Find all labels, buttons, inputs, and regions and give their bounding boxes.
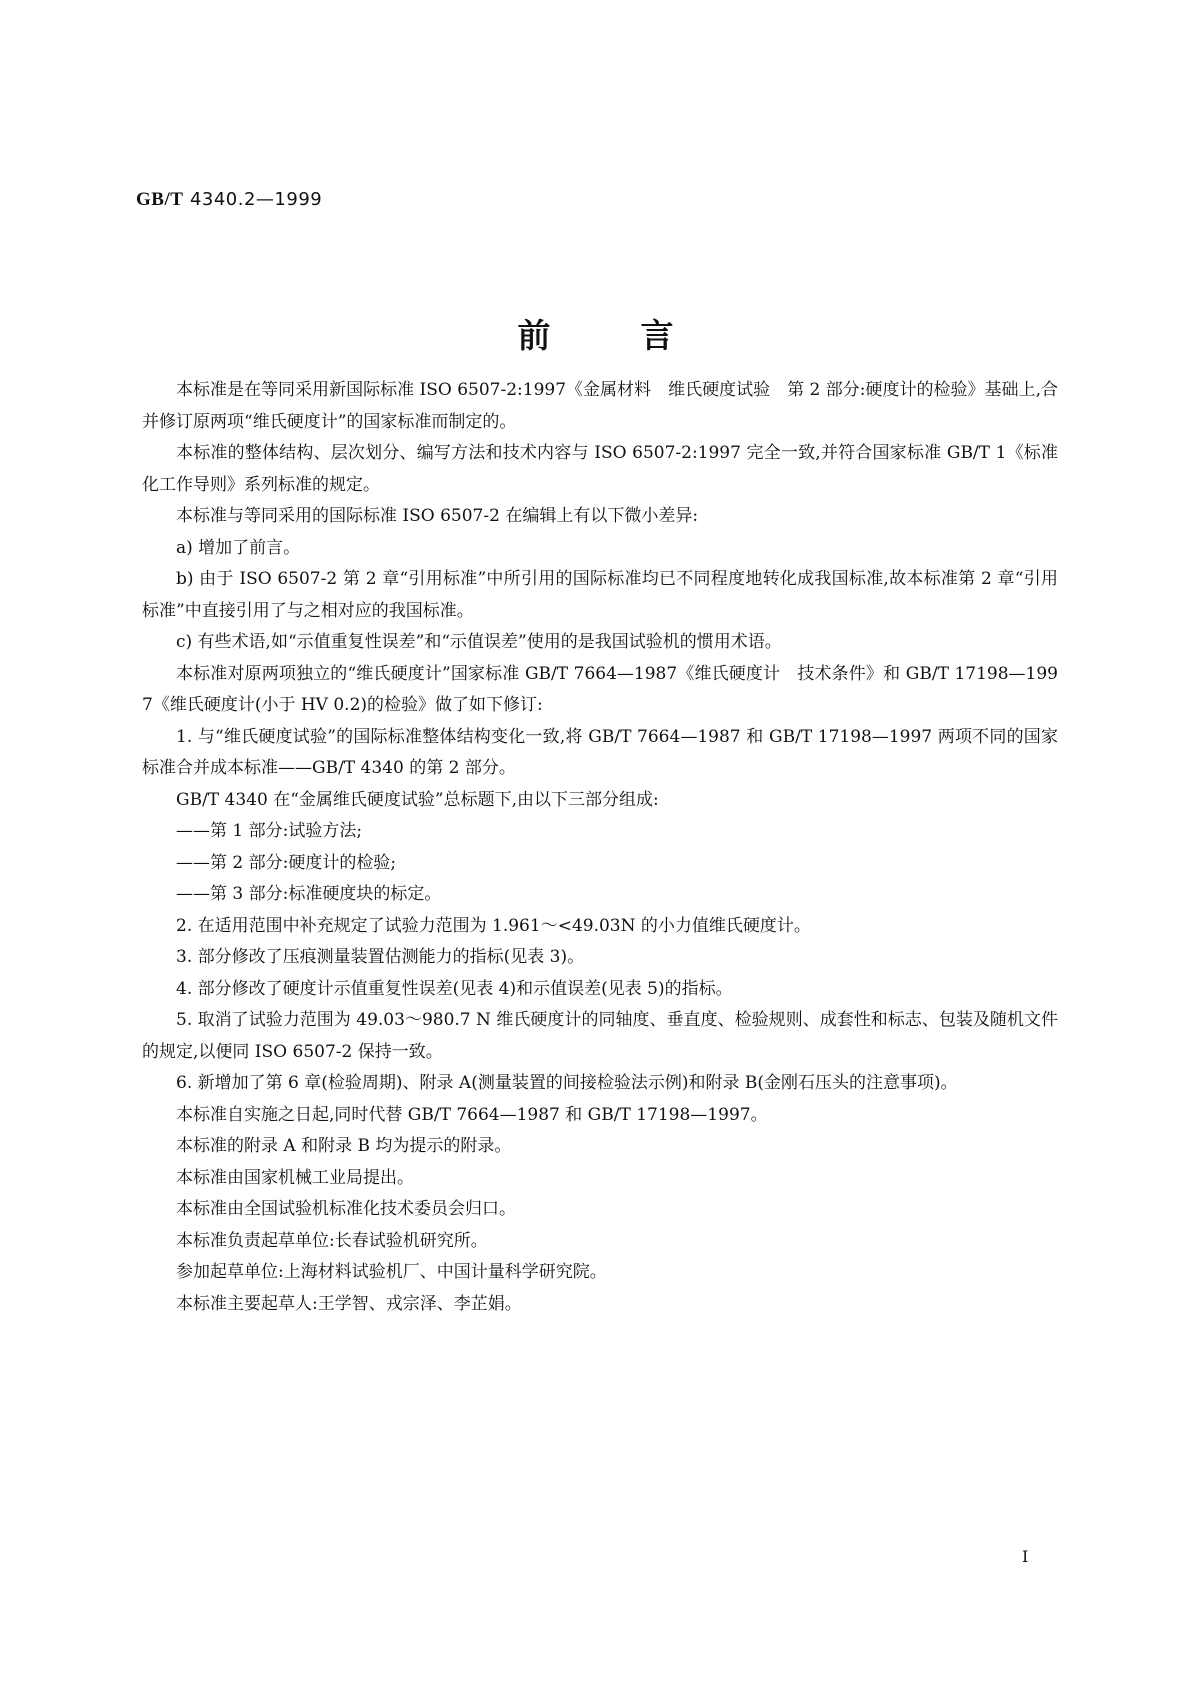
paragraph: 3. 部分修改了压痕测量装置估测能力的指标(见表 3)。 <box>176 947 585 967</box>
paragraph: 本标准的整体结构、层次划分、编写方法和技术内容与 ISO 6507-2:1997 完全一致,并符合国家标准 GB/T 1《标准化工作导则》系列标准的规定。 <box>142 443 1058 495</box>
paragraph: 本标准负责起草单位:长春试验机研究所。 <box>176 1230 488 1251</box>
paragraph: 2. 在适用范围中补充规定了试验力范围为 1.961～<49.03N 的小力值维氏硬度计。 <box>176 915 811 936</box>
paragraph: 6. 新增加了第 6 章(检验周期)、附录 A(测量装置的间接检验法示例)和附录 B(金刚石压头的注意事项)。 <box>176 1073 958 1093</box>
paragraph: 本标准是在等同采用新国际标准 ISO 6507-2:1997《金属材料 维氏硬度试验 第 2 部分:硬度计的检验》基础上,合并修订原两项“维氏硬度计”的国家标准而制定的。 <box>142 380 1058 432</box>
paragraph: 参加起草单位:上海材料试验机厂、中国计量科学研究院。 <box>176 1262 607 1282</box>
page-title: 前言 <box>517 316 764 355</box>
paragraph: 本标准由国家机械工业局提出。 <box>176 1167 414 1188</box>
standard-code <box>136 188 322 211</box>
list-item: ——第 2 部分:硬度计的检验; <box>176 852 397 873</box>
standard-code-prefix: GB/T <box>136 189 184 210</box>
foreword-body <box>142 375 1058 1320</box>
list-item: ——第 1 部分:试验方法; <box>176 821 363 841</box>
paragraph: 本标准自实施之日起,同时代替 GB/T 7664—1987 和 GB/T 17198—1997。 <box>176 1104 768 1125</box>
page-number: I <box>1022 1547 1029 1566</box>
paragraph: 4. 部分修改了硬度计示值重复性误差(见表 4)和示值误差(见表 5)的指标。 <box>176 978 733 999</box>
standard-code-number: 4340.2—1999 <box>189 189 323 210</box>
list-item: ——第 3 部分:标准硬度块的标定。 <box>176 884 442 904</box>
paragraph: b) 由于 ISO 6507-2 第 2 章“引用标准”中所引用的国际标准均已不同程度地转化成我国标准,故本标准第 2 章“引用标准”中直接引用了与之相对应的我国标准。 <box>142 569 1058 621</box>
paragraph: GB/T 4340 在“金属维氏硬度试验”总标题下,由以下三部分组成: <box>176 789 659 810</box>
paragraph: 本标准由全国试验机标准化技术委员会归口。 <box>176 1199 516 1219</box>
paragraph: 本标准与等同采用的国际标准 ISO 6507-2 在编辑上有以下微小差异: <box>176 506 699 526</box>
paragraph: c) 有些术语,如“示值重复性误差”和“示值误差”使用的是我国试验机的惯用术语。 <box>176 632 782 652</box>
paragraph: 本标准对原两项独立的“维氏硬度计”国家标准 GB/T 7664—1987《维氏硬度计 技术条件》和 GB/T 17198—1997《维氏硬度计(小于 HV 0.2)的检验》做了如下修订: <box>142 663 1058 715</box>
paragraph: 本标准主要起草人:王学智、戎宗泽、李芷娟。 <box>176 1293 522 1314</box>
paragraph: a) 增加了前言。 <box>176 537 301 558</box>
paragraph: 5. 取消了试验力范围为 49.03～980.7 N 维氏硬度计的同轴度、垂直度、检验规则、成套性和标志、包装及随机文件的规定,以便同 ISO 6507-2 保持一致。 <box>142 1010 1058 1062</box>
paragraph: 1. 与“维氏硬度试验”的国际标准整体结构变化一致,将 GB/T 7664—1987 和 GB/T 17198—1997 两项不同的国家标准合并成本标准——GB/T 4340 的第 2 部分。 <box>142 726 1058 778</box>
paragraph: 本标准的附录 A 和附录 B 均为提示的附录。 <box>176 1136 512 1156</box>
